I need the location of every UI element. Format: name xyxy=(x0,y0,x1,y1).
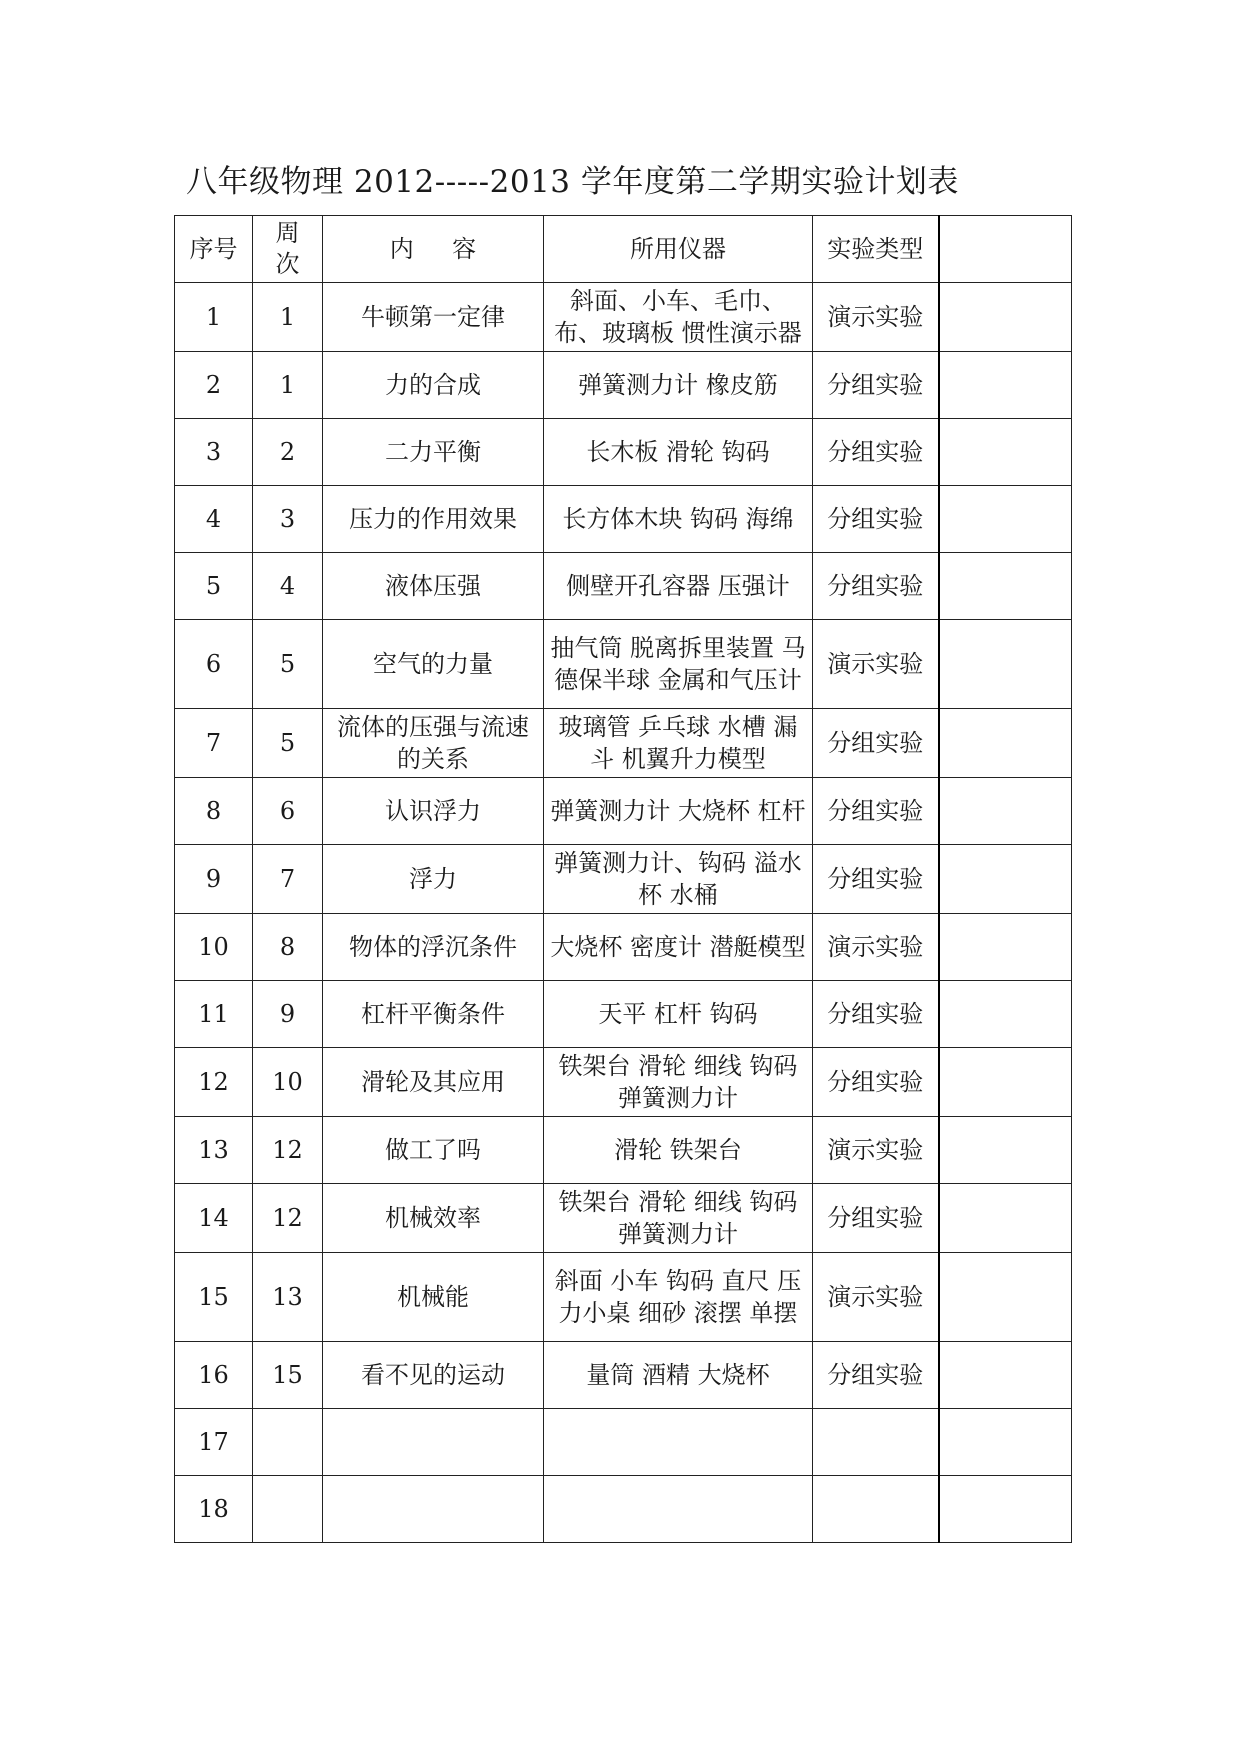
cell-week: 2 xyxy=(253,419,323,486)
header-week-label: 周次 xyxy=(275,219,300,278)
cell-no: 11 xyxy=(175,981,253,1048)
cell-blank xyxy=(939,1253,1072,1342)
table-row xyxy=(175,1342,1072,1409)
cell-week: 8 xyxy=(253,914,323,981)
cell-content: 机械能 xyxy=(323,1253,544,1342)
cell-blank xyxy=(939,283,1072,352)
cell-no: 5 xyxy=(175,553,253,620)
cell-blank xyxy=(939,1476,1072,1543)
cell-equipment: 弹簧测力计、钩码 溢水杯 水桶 xyxy=(544,845,813,914)
cell-no: 8 xyxy=(175,778,253,845)
cell-no: 15 xyxy=(175,1253,253,1342)
cell-equipment xyxy=(544,1476,813,1543)
cell-no: 16 xyxy=(175,1342,253,1409)
cell-blank xyxy=(939,845,1072,914)
cell-content: 二力平衡 xyxy=(323,419,544,486)
table-row xyxy=(175,1117,1072,1184)
table-row xyxy=(175,620,1072,709)
cell-no: 7 xyxy=(175,709,253,778)
cell-type: 演示实验 xyxy=(813,914,939,981)
cell-type: 分组实验 xyxy=(813,778,939,845)
cell-type: 分组实验 xyxy=(813,845,939,914)
cell-no: 9 xyxy=(175,845,253,914)
cell-blank xyxy=(939,1048,1072,1117)
cell-content: 杠杆平衡条件 xyxy=(323,981,544,1048)
cell-no: 10 xyxy=(175,914,253,981)
cell-content: 浮力 xyxy=(323,845,544,914)
table-row xyxy=(175,553,1072,620)
cell-equipment: 斜面 小车 钩码 直尺 压力小桌 细砂 滚摆 单摆 xyxy=(544,1253,813,1342)
cell-content: 空气的力量 xyxy=(323,620,544,709)
cell-content: 流体的压强与流速的关系 xyxy=(323,709,544,778)
table-row xyxy=(175,778,1072,845)
cell-blank xyxy=(939,1342,1072,1409)
cell-content: 看不见的运动 xyxy=(323,1342,544,1409)
table-row xyxy=(175,1184,1072,1253)
cell-content: 认识浮力 xyxy=(323,778,544,845)
table-row xyxy=(175,1048,1072,1117)
cell-type: 演示实验 xyxy=(813,283,939,352)
cell-blank xyxy=(939,981,1072,1048)
table-row xyxy=(175,914,1072,981)
cell-equipment: 大烧杯 密度计 潜艇模型 xyxy=(544,914,813,981)
cell-week: 5 xyxy=(253,620,323,709)
cell-week: 13 xyxy=(253,1253,323,1342)
cell-equipment: 弹簧测力计 大烧杯 杠杆 xyxy=(544,778,813,845)
cell-week: 9 xyxy=(253,981,323,1048)
cell-type: 演示实验 xyxy=(813,620,939,709)
cell-content: 力的合成 xyxy=(323,352,544,419)
cell-equipment: 滑轮 铁架台 xyxy=(544,1117,813,1184)
table-row xyxy=(175,845,1072,914)
cell-no: 12 xyxy=(175,1048,253,1117)
cell-week: 12 xyxy=(253,1184,323,1253)
header-content xyxy=(323,216,544,283)
cell-type: 分组实验 xyxy=(813,981,939,1048)
cell-type: 分组实验 xyxy=(813,486,939,553)
cell-week xyxy=(253,1476,323,1543)
cell-equipment: 斜面、小车、毛巾、布、玻璃板 惯性演示器 xyxy=(544,283,813,352)
cell-no: 4 xyxy=(175,486,253,553)
cell-type: 分组实验 xyxy=(813,553,939,620)
cell-no: 13 xyxy=(175,1117,253,1184)
cell-equipment: 铁架台 滑轮 细线 钩码 弹簧测力计 xyxy=(544,1048,813,1117)
experiment-plan-table xyxy=(174,215,1072,1543)
cell-blank xyxy=(939,1184,1072,1253)
header-type: 实验类型 xyxy=(813,216,939,283)
cell-blank xyxy=(939,419,1072,486)
cell-no: 3 xyxy=(175,419,253,486)
cell-blank xyxy=(939,620,1072,709)
cell-blank xyxy=(939,352,1072,419)
cell-week: 12 xyxy=(253,1117,323,1184)
cell-type: 分组实验 xyxy=(813,1342,939,1409)
cell-blank xyxy=(939,1117,1072,1184)
header-no: 序号 xyxy=(175,216,253,283)
cell-content: 滑轮及其应用 xyxy=(323,1048,544,1117)
table-row xyxy=(175,1476,1072,1543)
cell-no: 2 xyxy=(175,352,253,419)
cell-blank xyxy=(939,553,1072,620)
header-equipment: 所用仪器 xyxy=(544,216,813,283)
cell-type: 演示实验 xyxy=(813,1117,939,1184)
header-content-label: 内容 xyxy=(389,235,515,263)
cell-equipment: 侧壁开孔容器 压强计 xyxy=(544,553,813,620)
table-row xyxy=(175,419,1072,486)
table-header-row xyxy=(175,216,1072,283)
page-title: 八年级物理 2012-----2013 学年度第二学期实验计划表 xyxy=(186,164,959,200)
cell-blank xyxy=(939,1409,1072,1476)
cell-week: 4 xyxy=(253,553,323,620)
header-week xyxy=(253,216,323,283)
cell-content: 做工了吗 xyxy=(323,1117,544,1184)
cell-week: 15 xyxy=(253,1342,323,1409)
cell-type: 分组实验 xyxy=(813,352,939,419)
cell-content: 牛顿第一定律 xyxy=(323,283,544,352)
cell-blank xyxy=(939,486,1072,553)
table-row xyxy=(175,486,1072,553)
cell-no: 17 xyxy=(175,1409,253,1476)
cell-equipment: 长木板 滑轮 钩码 xyxy=(544,419,813,486)
cell-content: 压力的作用效果 xyxy=(323,486,544,553)
cell-week: 6 xyxy=(253,778,323,845)
cell-blank xyxy=(939,709,1072,778)
cell-no: 6 xyxy=(175,620,253,709)
cell-week: 5 xyxy=(253,709,323,778)
cell-equipment: 铁架台 滑轮 细线 钩码 弹簧测力计 xyxy=(544,1184,813,1253)
cell-equipment: 弹簧测力计 橡皮筋 xyxy=(544,352,813,419)
table-row xyxy=(175,981,1072,1048)
cell-equipment: 玻璃管 乒乓球 水槽 漏斗 机翼升力模型 xyxy=(544,709,813,778)
table-row xyxy=(175,1253,1072,1342)
table-row xyxy=(175,1409,1072,1476)
cell-content xyxy=(323,1476,544,1543)
cell-type xyxy=(813,1409,939,1476)
cell-equipment: 抽气筒 脱离拆里装置 马德保半球 金属和气压计 xyxy=(544,620,813,709)
cell-equipment: 长方体木块 钩码 海绵 xyxy=(544,486,813,553)
table-row xyxy=(175,283,1072,352)
cell-equipment: 量筒 酒精 大烧杯 xyxy=(544,1342,813,1409)
cell-blank xyxy=(939,778,1072,845)
header-blank xyxy=(939,216,1072,283)
cell-week: 3 xyxy=(253,486,323,553)
cell-equipment xyxy=(544,1409,813,1476)
cell-content: 机械效率 xyxy=(323,1184,544,1253)
table-row xyxy=(175,709,1072,778)
cell-content xyxy=(323,1409,544,1476)
cell-blank xyxy=(939,914,1072,981)
cell-no: 14 xyxy=(175,1184,253,1253)
cell-no: 1 xyxy=(175,283,253,352)
cell-content: 液体压强 xyxy=(323,553,544,620)
cell-type: 分组实验 xyxy=(813,1184,939,1253)
cell-no: 18 xyxy=(175,1476,253,1543)
cell-type: 分组实验 xyxy=(813,1048,939,1117)
cell-week: 10 xyxy=(253,1048,323,1117)
cell-content: 物体的浮沉条件 xyxy=(323,914,544,981)
cell-type xyxy=(813,1476,939,1543)
table-row xyxy=(175,352,1072,419)
cell-week: 7 xyxy=(253,845,323,914)
cell-week xyxy=(253,1409,323,1476)
cell-type: 分组实验 xyxy=(813,709,939,778)
cell-equipment: 天平 杠杆 钩码 xyxy=(544,981,813,1048)
cell-type: 分组实验 xyxy=(813,419,939,486)
cell-type: 演示实验 xyxy=(813,1253,939,1342)
cell-week: 1 xyxy=(253,352,323,419)
cell-week: 1 xyxy=(253,283,323,352)
